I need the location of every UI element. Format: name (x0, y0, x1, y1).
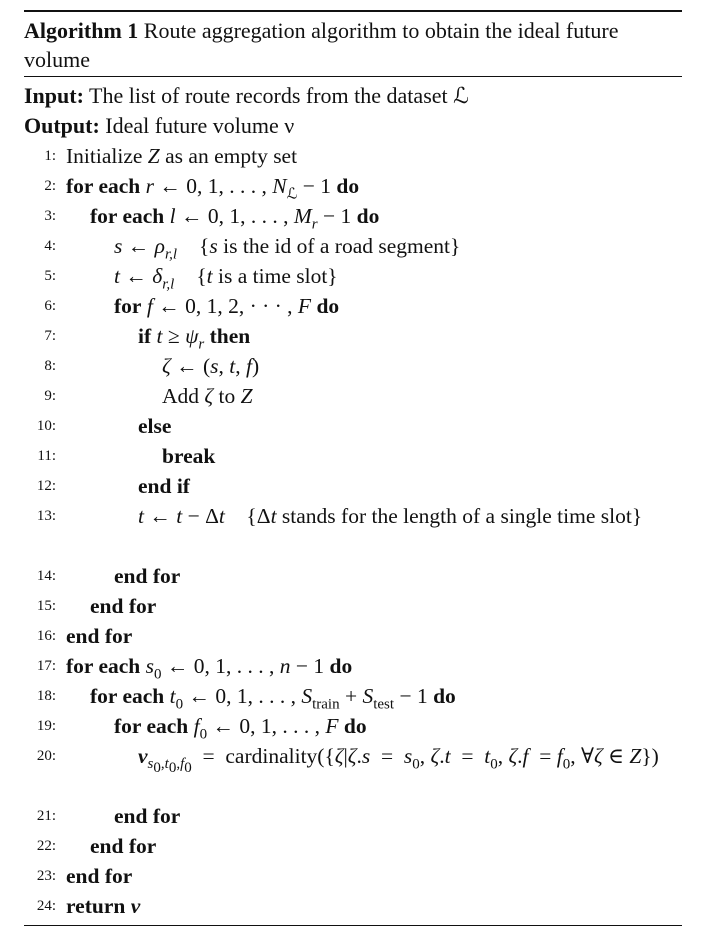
line-number: 10: (36, 418, 56, 434)
line-number: 20: (36, 748, 56, 764)
input-line (24, 77, 682, 111)
line-number: 23: (36, 868, 56, 884)
line-code: end for (114, 564, 181, 588)
line-number: 3: (44, 208, 56, 224)
line-code: Add ζ to Z (162, 384, 253, 408)
algorithm-line (24, 741, 682, 801)
bottom-rule (24, 925, 682, 926)
line-number: 12: (36, 478, 56, 494)
line-code: for each $f_0$ ← 0, 1, . . . , F do (114, 714, 367, 743)
line-number: 16: (36, 628, 56, 644)
line-number: 13: (36, 508, 56, 524)
algorithm-line (24, 801, 682, 831)
line-number: 6: (44, 298, 56, 314)
algorithm-line (24, 591, 682, 621)
line-code: end for (114, 804, 181, 828)
line-number: 4: (44, 238, 56, 254)
algorithm-line (24, 291, 682, 321)
line-code: end for (90, 834, 157, 858)
algorithm-label: Algorithm 1 (24, 18, 139, 43)
algorithm-line (24, 171, 682, 201)
line-number: 1: (44, 148, 56, 164)
algorithm-lines (24, 141, 682, 921)
line-code: for each $s_0$ ← 0, 1, . . . , n − 1 do (66, 654, 353, 683)
algorithm-line (24, 711, 682, 741)
line-number: 2: (44, 178, 56, 194)
algorithm-line (24, 261, 682, 291)
line-code: for each r ← 0, 1, . . . , $N_ℒ - 1$ do (66, 174, 360, 203)
line-number: 24: (36, 898, 56, 914)
algorithm-line (24, 891, 682, 921)
line-number: 19: (36, 718, 56, 734)
algorithm-line (24, 141, 682, 171)
line-code: end for (90, 594, 157, 618)
algorithm-line (24, 381, 682, 411)
line-number: 7: (44, 328, 56, 344)
output-line (24, 111, 682, 141)
line-code: else (138, 414, 172, 438)
algorithm-line (24, 471, 682, 501)
output-key: Output: (24, 113, 100, 138)
input-key: Input: (24, 83, 84, 108)
line-code: return ν (66, 894, 141, 918)
algorithm-title: Route aggregation algorithm to obtain the ideal future volume (24, 18, 619, 72)
line-code: for f ← 0, 1, 2, · · · , F do (114, 294, 340, 318)
algorithm-line (24, 351, 682, 381)
algorithm-line (24, 651, 682, 681)
line-number: 14: (36, 568, 56, 584)
line-code: if $t \ge \psi_r$ then (138, 324, 251, 353)
line-number: 17: (36, 658, 56, 674)
line-code: end if (138, 474, 190, 498)
algorithm-line (24, 561, 682, 591)
algorithm-line (24, 201, 682, 231)
line-code: for each l ← 0, 1, . . . , $M_r - 1$ do (90, 204, 380, 233)
input-text: The list of route records from the dataset ℒ (89, 83, 469, 108)
algorithm-line (24, 681, 682, 711)
line-code: t ← t − Δt {Δt stands for the length of a single time slot} (138, 504, 643, 528)
algorithm-line (24, 231, 682, 261)
line-code: s ← $\rho_{r,l}$ {s is the id of a road segment} (114, 234, 461, 263)
algorithm-line (24, 441, 682, 471)
line-number: 18: (36, 688, 56, 704)
line-number: 22: (36, 838, 56, 854)
line-code: t ← $\delta_{r,l}$ {t is a time slot} (114, 264, 338, 293)
line-code: for each $t_0$ ← 0, 1, . . . , $S_{train} + S_{test} - 1$ do (90, 684, 456, 713)
line-code: break (162, 444, 216, 468)
line-code: ζ ← (s, t, f) (162, 354, 260, 378)
line-number: 9: (44, 388, 56, 404)
algorithm-line (24, 501, 682, 561)
line-number: 8: (44, 358, 56, 374)
algorithm-line (24, 621, 682, 651)
output-text: Ideal future volume ν (105, 113, 295, 138)
line-number: 5: (44, 268, 56, 284)
algorithm-caption (24, 12, 682, 76)
algorithm-block (24, 10, 682, 926)
algorithm-line (24, 831, 682, 861)
line-number: 15: (36, 598, 56, 614)
line-number: 11: (37, 448, 56, 464)
algorithm-line (24, 411, 682, 441)
line-code: Initialize Z as an empty set (66, 144, 298, 168)
algorithm-line (24, 321, 682, 351)
line-code: $\nu_{s_0,t_0,f_0}$ = cardinality({ζ|ζ.s = $s_0$, $\zeta.t = t_0$, $\zeta.f = f_0$, ∀ζ ∈ Z}) (138, 744, 659, 777)
line-code: end for (66, 864, 133, 888)
line-code: end for (66, 624, 133, 648)
algorithm-line (24, 861, 682, 891)
line-number: 21: (36, 808, 56, 824)
